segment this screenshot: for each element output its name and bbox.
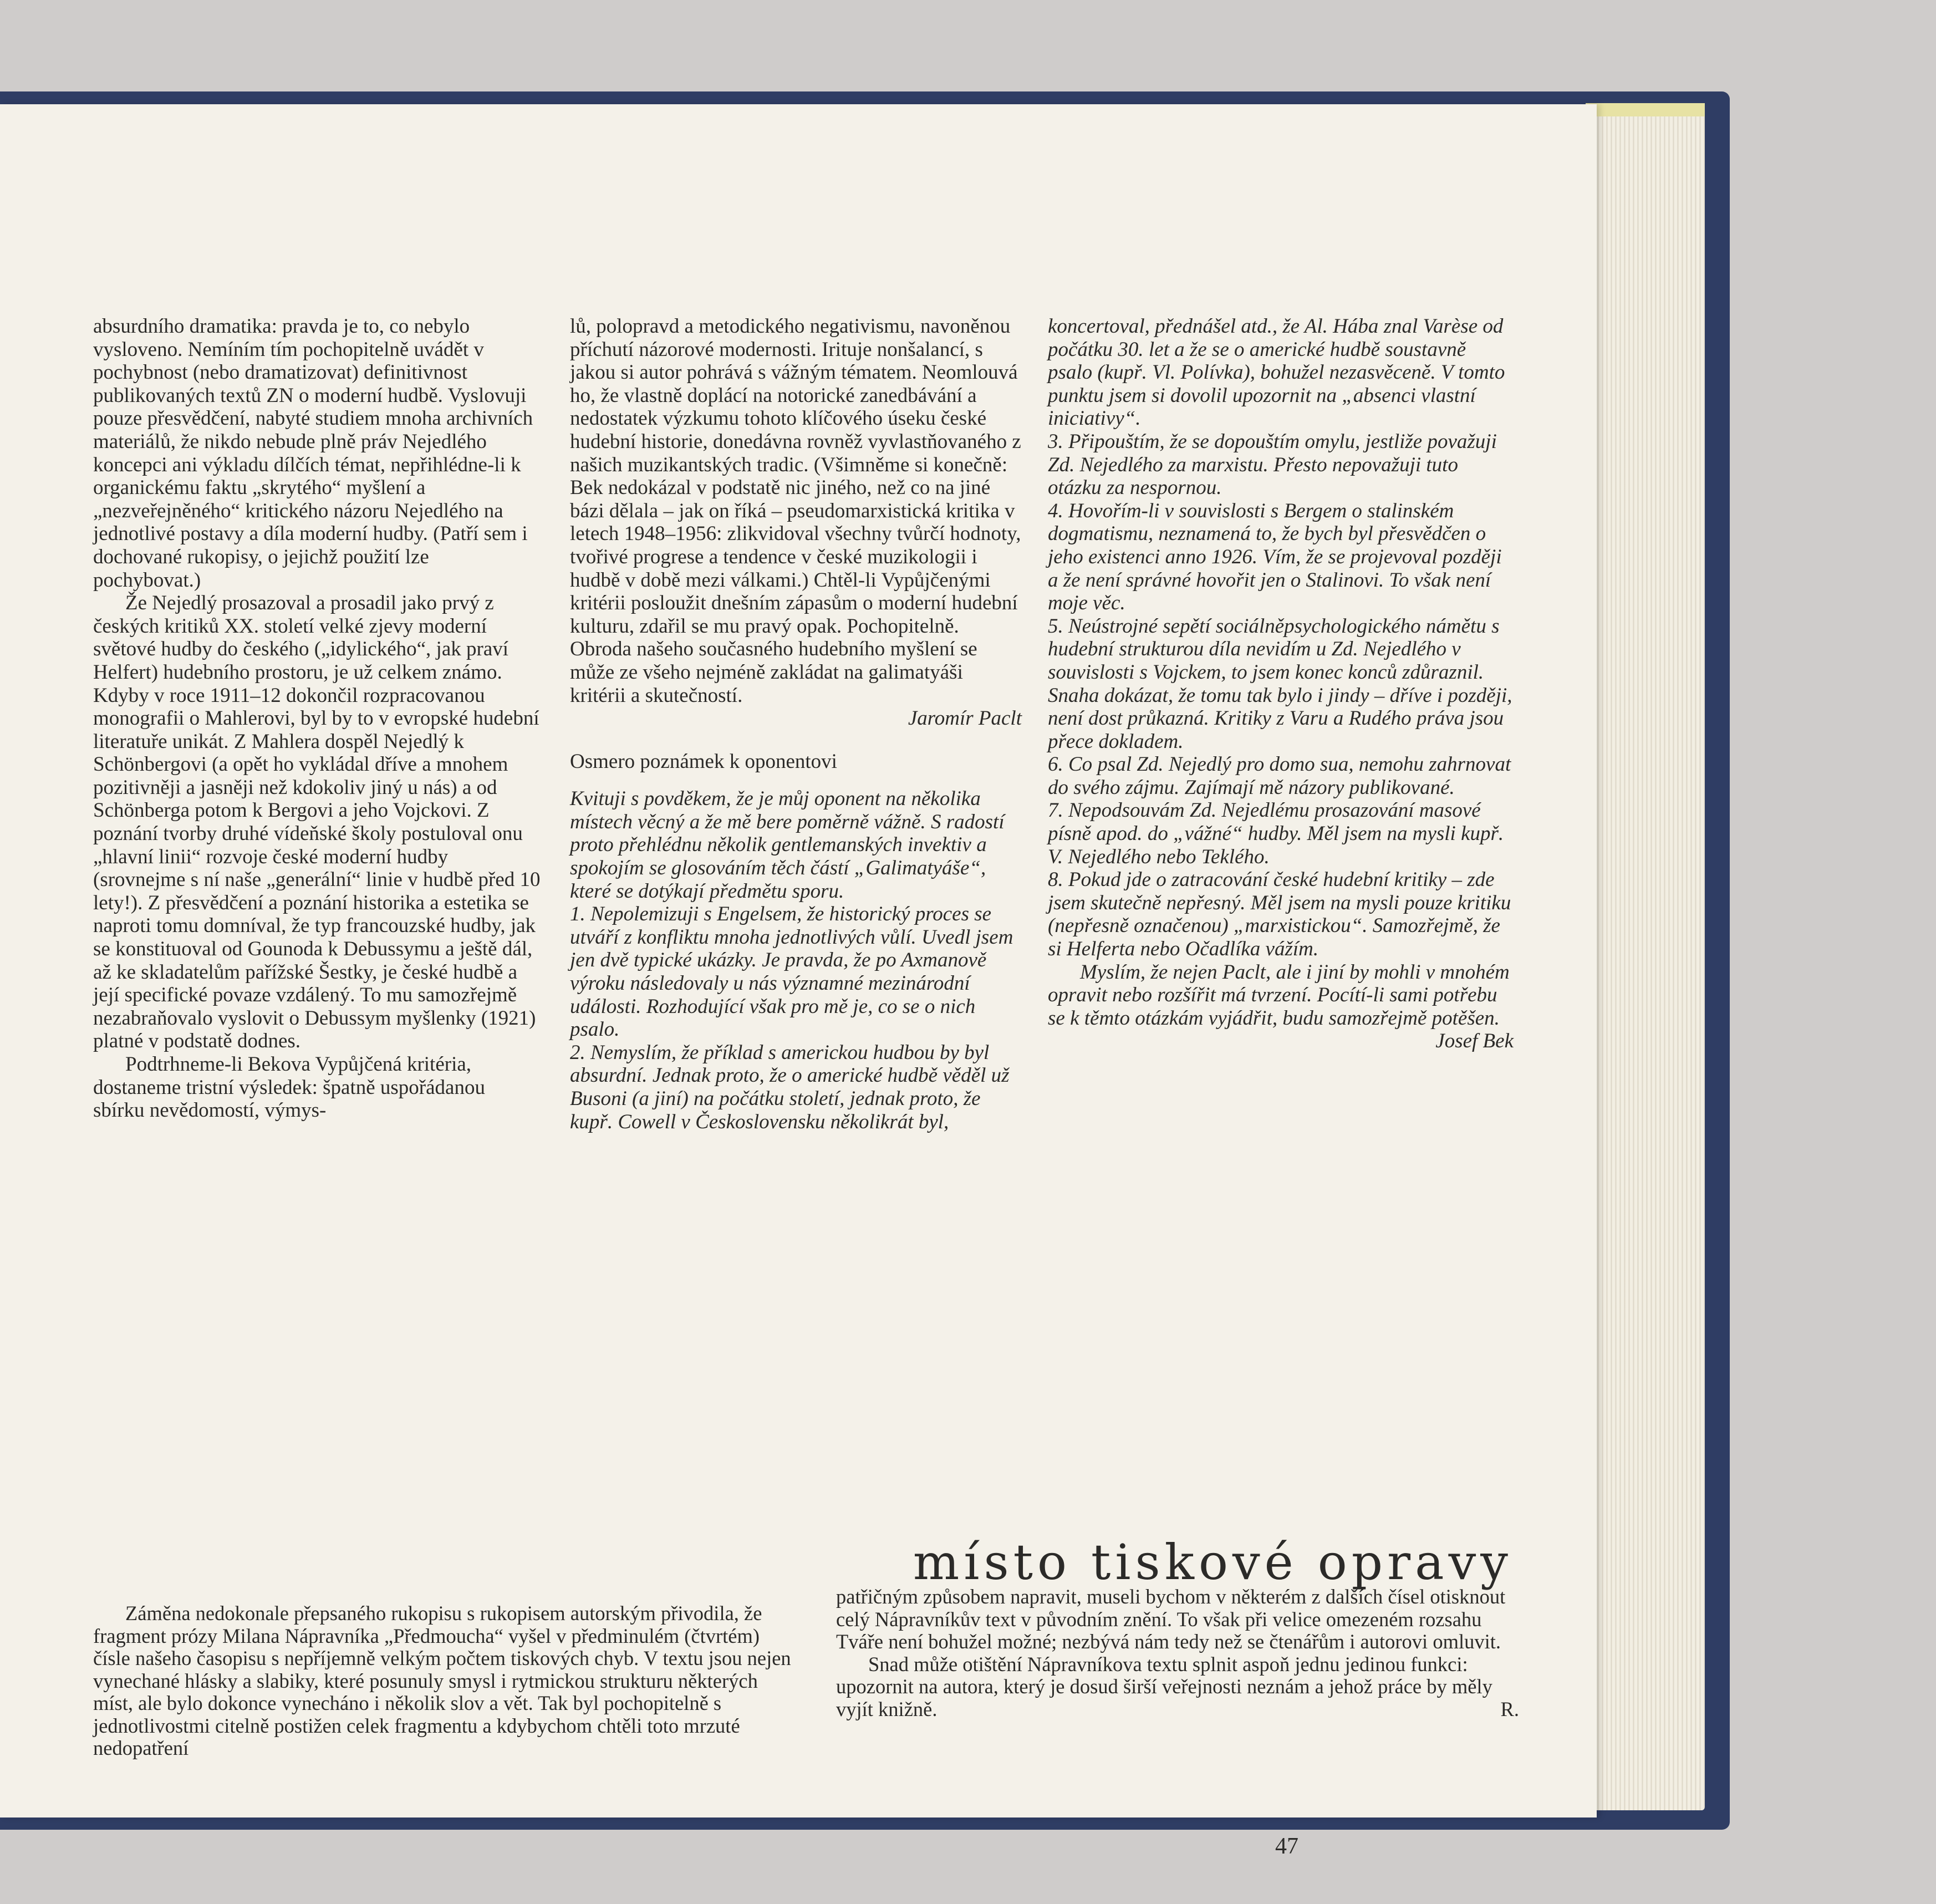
column-3-paragraph-1: koncertoval, přednášel atd., že Al. Hába znal Varèse od počátku 30. let a že se o americké hudbě soustavně psalo (kupř. Vl. Polívka), bohužel nezasvěceně. V tomto punktu jsem si dovolil upozornit na „absenci vlastní iniciativy“.	[1048, 315, 1505, 430]
column-1	[93, 315, 541, 1122]
column-3	[1048, 315, 1514, 1053]
column-3-paragraph-5: 6. Co psal Zd. Nejedlý pro domo sua, nemohu zahrnovat do svého zájmu. Zajímají mě názory publikované.	[1048, 753, 1511, 799]
signature-paclt: Jaromír Paclt	[908, 707, 1022, 730]
column-3-paragraph-7: 8. Pokud jde o zatracování české hudební kritiky – zde jsem skutečně nepřesný. Měl jsem na mysli pouze kritiku (nepřesně označenou) „marxistickou“. Samozřejmě, že si Helferta nebo Očadlíka vážím.	[1048, 868, 1511, 961]
column-2	[570, 315, 1022, 1133]
column-2-paragraph-1: lů, polopravd a metodického negativismu, navoněnou příchutí názorové modernosti. Irituje nonšalancí, s jakou si autor pohrává s vážným tématem. Neomlouvá ho, že vlastně doplácí na notorické zanedbávání a nedostatek výzkumu tohoto klíčového úseku české hudební historie, donedávna rovněž vyvlastňovaného z našich muzikantských tradic. (Všimněme si konečně: Bek nedokázal v podstatě nic jiného, než co na jiné bázi dělala – jak on říká – pseudomarxistická kritika v letech 1948–1956: zlikvidoval všechny tvůrčí hodnoty, tvořivé progrese a tendence v české muzikologii i hudbě v době mezi válkami.) Chtěl-li Vypůjčenými kritérii posloužit dnešním zápasům o moderní hudební kulturu, zdařil se mu pravý opak. Pochopitelně. Obroda našeho současného hudebního myšlení se může ze všeho nejméně zakládat na galimatyáši kritérii a skutečností.	[570, 315, 1021, 707]
editor-initial: R.	[1500, 1697, 1519, 1720]
signature-bek: Josef Bek	[1435, 1030, 1514, 1053]
column-3-paragraph-2: 3. Připouštím, že se dopouštím omylu, jestliže považuji Zd. Nejedlého za marxistu. Přesto nepovažuji tuto otázku za nespornou.	[1048, 430, 1497, 500]
bottom-paragraph-3: Snad může otištění Nápravníkova textu splnit aspoň jednu jedinou funkci: upozornit na autora, který je dosud širší veřejnosti neznám a jehož práce by měly vyjít knižně.	[836, 1652, 1492, 1720]
column-1-paragraph-3: Podtrhneme-li Bekova Vypůjčená kritéria, dostaneme tristní výsledek: špatně uspořádanou sbírku nevědomostí, výmys-	[93, 1053, 485, 1122]
bottom-paragraph-2: patřičným způsobem napravit, museli bychom v některém z dalších čísel otisknout celý Nápravníkův text v původním znění. To však při velice omezeném rozsahu Tváře není bohužel možné; nezbývá nám tedy než se čtenářům i autorovi omluvit.	[836, 1585, 1506, 1653]
book-page	[0, 104, 1597, 1859]
column-3-paragraph-4: 5. Neústrojné sepětí sociálněpsychologického námětu s hudební strukturou díla nevidím u Zd. Nejedlého v souvislosti s Vojckem, to jsem konec konců zdůraznil. Snaha dokázat, že tomu tak bylo i jindy – dříve i později, není dost průkazná. Kritiky z Varu a Rudého práva jsou přece dokladem.	[1048, 614, 1512, 753]
column-3-paragraph-6: 7. Nepodsouvám Zd. Nejedlému prosazování masové písně apod. do „vážné“ hudby. Měl jsem na mysli kupř. V. Nejedlého nebo Teklého.	[1048, 799, 1504, 868]
bottom-paragraph-3-wrap	[836, 1653, 1519, 1721]
bottom-column-2	[836, 1586, 1519, 1720]
bottom-column-1	[93, 1602, 792, 1760]
column-1-paragraph-1: absurdního dramatika: pravda je to, co nebylo vysloveno. Nemíním tím pochopitelně uvádět v pochybnost (nebo dramatizovat) definitivnost publikovaných textů ZN o moderní hudbě. Vyslovuji pouze přesvědčení, nabyté studiem mnoha archivních materiálů, že nikdo nebude plně práv Nejedlého koncepci ani výkladu dílčích témat, nepřihlédne-li k organickému faktu „skrytého“ myšlení a „nezveřejněného“ kritického názoru Nejedlého na jednotlivé postavy a díla moderní hudby. (Patří sem i dochované rukopisy, o jejichž použití lze pochybovat.)	[93, 315, 533, 592]
column-3-paragraph-3: 4. Hovořím-li v souvislosti s Bergem o stalinském dogmatismu, neznamená to, že bych byl přesvědčen o jeho existenci anno 1926. Vím, že se projevoval později a že není správné hovořit jen o Stalinovi. To však není moje věc.	[1048, 499, 1502, 615]
column-1-paragraph-2: Že Nejedlý prosazoval a prosadil jako prvý z českých kritiků XX. století velké zjevy moderní světové hudby do českého („idylického“, jak praví Helfert) hudebního prostoru, je už celkem známo. Kdyby v roce 1911–12 dokončil rozpracovanou monografii o Mahlerovi, byl by to v evropské hudební literatuře unikát. Z Mahlera dospěl Nejedlý k Schönbergovi (a opět ho vykládal dříve a mnohem pozitivněji a jasněji než kdokoliv jiný u nás) a od Schönberga potom k Bergovi a jeho Vojckovi. Z poznání tvorby druhé vídeňské školy postuloval onu „hlavní linii“ rozvoje české moderní hudby (srovnejme s ní naše „generální“ linie v hudbě před 10 lety!). Z přesvědčení a poznání historika a estetika se naproti tomu domníval, že typ francouzské hudby, jak se konstituoval od Gounoda k Debussymu a ještě dál, až ke skladatelům pařížské Šestky, je české hudbě a její specifické povaze vzdálený. To mu samozřejmě nezabraňovalo vyslovit o Debussym myšlenky (1921) platné v podstatě dodnes.	[93, 592, 541, 1053]
page-block-top-edge	[1586, 103, 1705, 116]
column-2-paragraph-3: 1. Nepolemizuji s Engelsem, že historický proces se utváří z konfliktu mnoha jednotlivých vůlí. Uvedl jsem jen dvě typické ukázky. Je pravda, že po Axmanově výroku následovaly u nás významné mezinárodní události. Rozhodující však pro mě je, co se o nich psalo.	[570, 903, 1013, 1041]
column-2-paragraph-4: 2. Nemyslím, že příklad s americkou hudbou by byl absurdní. Jednak proto, že o americké hudbě věděl už Busoni (a jiní) na počátku století, jednak proto, že kupř. Cowell v Československu několikrát byl,	[570, 1041, 1010, 1133]
page-number: 47	[1275, 1834, 1298, 1859]
column-3-paragraph-8: Myslím, že nejen Paclt, ale i jiní by mohli v mnohém opravit nebo rozšířit má tvrzení. Pocítí-li sami potřebu se k těmto otázkám vyjádřit, budu samozřejmě potěšen.	[1048, 960, 1510, 1030]
subheading-osmero: Osmero poznámek k oponentovi	[570, 750, 837, 773]
bottom-paragraph-1: Záměna nedokonale přepsaného rukopisu s rukopisem autorským přivodila, že fragment prózy Milana Nápravníka „Předmoucha“ vyšel v předminulém (čtvrtém) čísle našeho časopisu s nepříjemně velkým počtem tiskových chyb. V textu jsou nejen vynechané hlásky a slabiky, které posunuly smysl i rytmickou strukturu některých míst, ale bylo dokonce vynecháno i několik slov a vět. Tak byl pochopitelně s jednotlivostmi citelně postižen celek fragmentu a kdybychom chtěli toto mrzuté nedopatření	[93, 1602, 791, 1759]
column-2-paragraph-2: Kvituji s povděkem, že je můj oponent na několika místech věcný a že mě bere poměrně vážně. S radostí proto přehlédnu několik gentlemanských invektiv a spokojím se glosováním těch částí „Galimatyáše“, které se dotýkají předmětu sporu.	[570, 787, 1005, 903]
section-heading: místo tiskové opravy	[913, 1534, 1512, 1591]
page-block-edges	[1586, 105, 1705, 1810]
